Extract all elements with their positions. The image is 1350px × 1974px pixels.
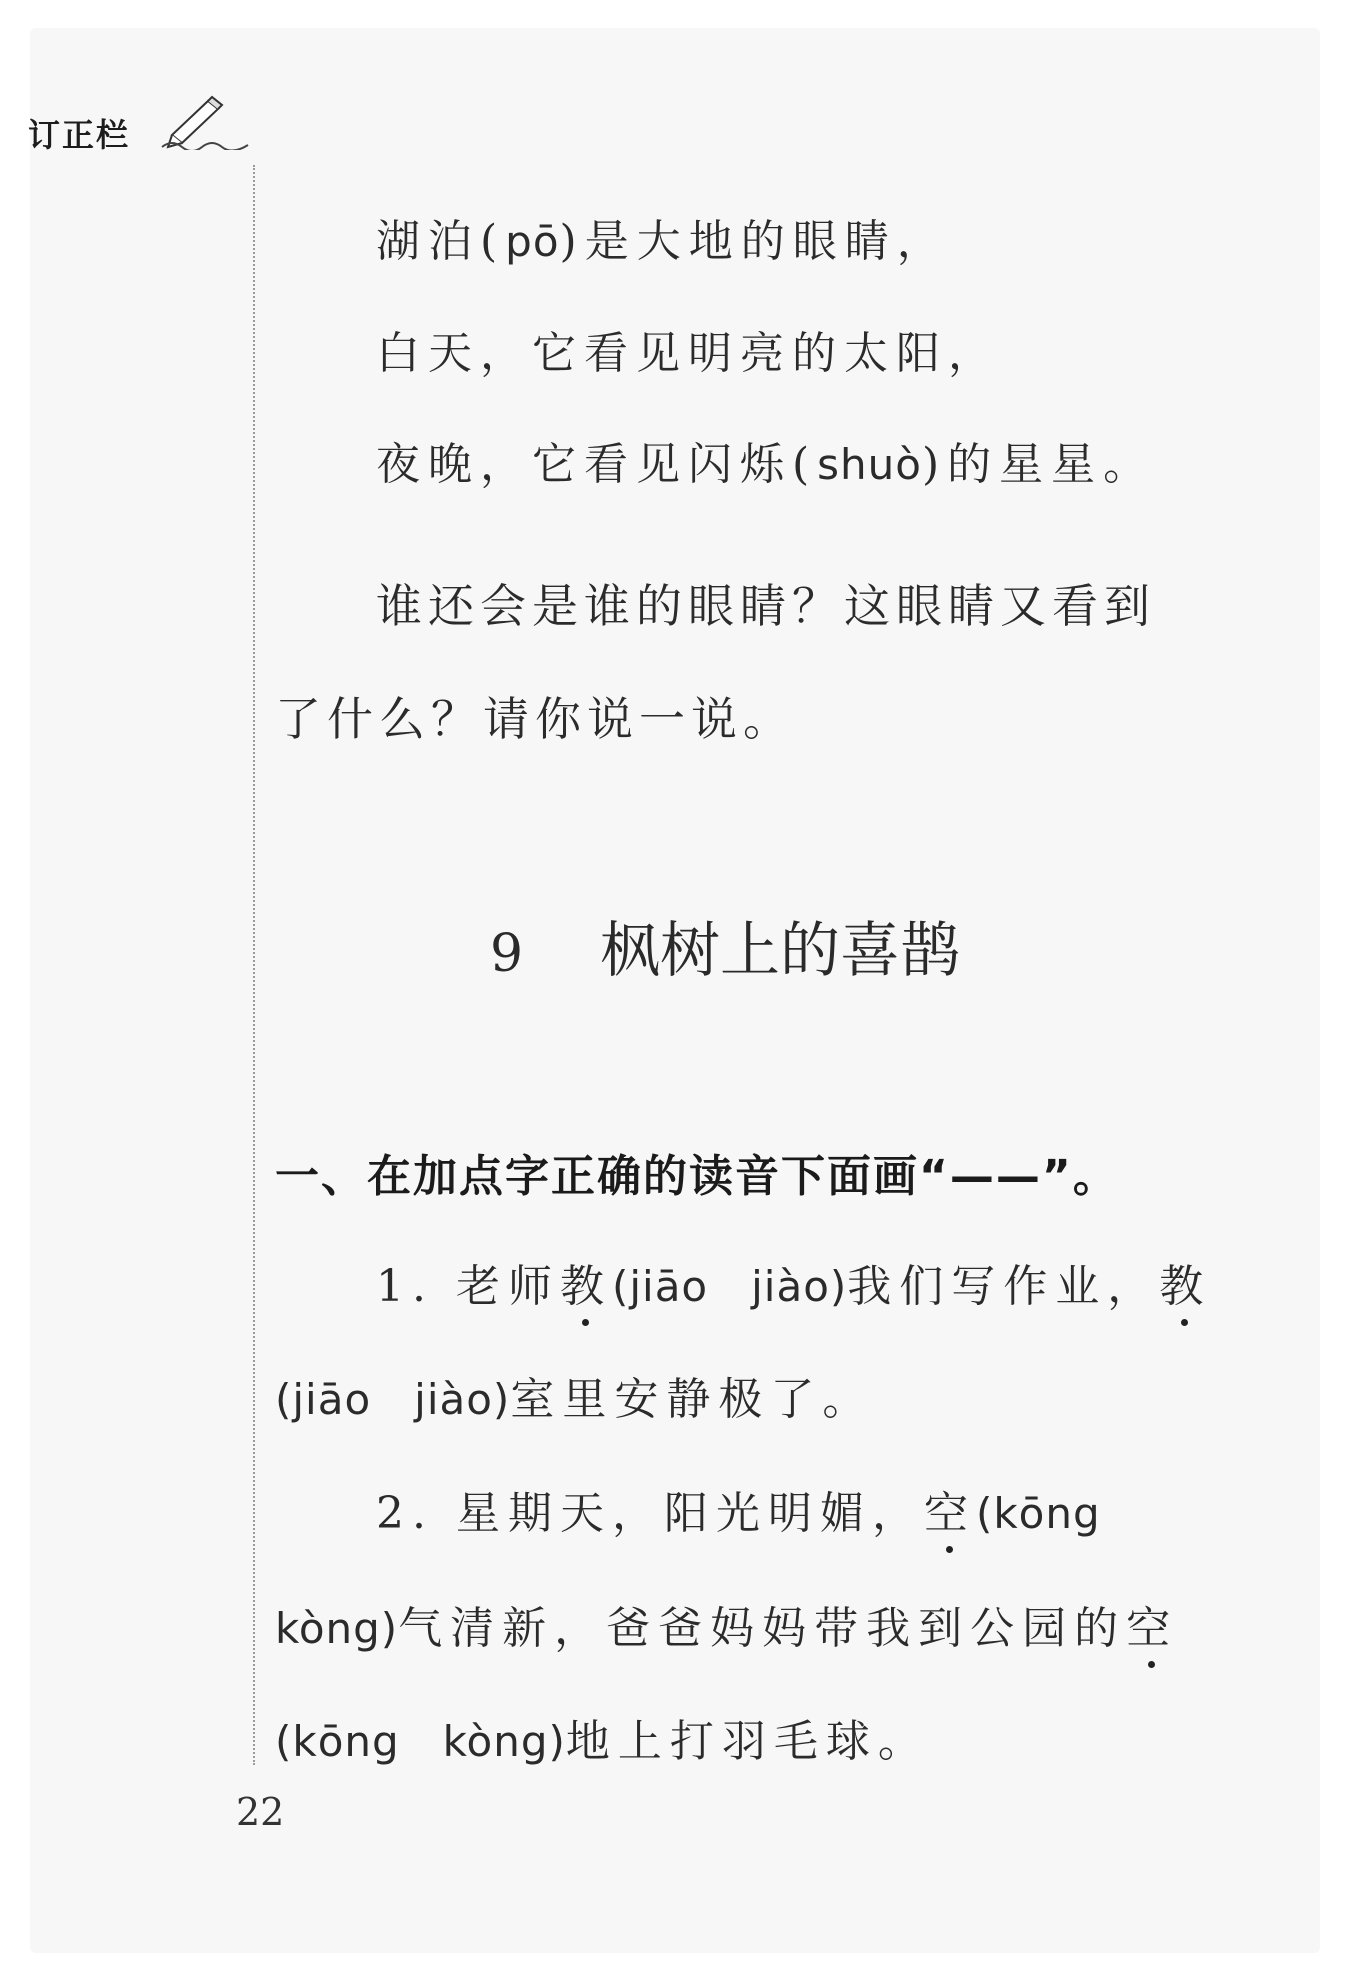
correction-column-label: 订正栏 <box>28 116 131 154</box>
question-2-line-2: kòng)气清新，爸爸妈妈带我到公园的空 <box>275 1592 1178 1656</box>
poem-line-3: 夜晚，它看见闪烁(shuò)的星星。 <box>376 439 1156 490</box>
lesson-title: 9 枫树上的喜鹊 <box>490 916 960 986</box>
pencil-icon <box>160 95 250 150</box>
poem-line-1: 湖泊(pō)是大地的眼睛， <box>376 216 949 267</box>
question-1-line-1: 1. 老师教(jiāo jiào)我们写作业，教 <box>376 1250 1211 1314</box>
poem-line-2: 白天，它看见明亮的太阳， <box>376 328 1000 379</box>
dotted-character: 教 <box>560 1250 612 1314</box>
question-1-line-2: (jiāo jiào)室里安静极了。 <box>275 1374 875 1425</box>
page-number: 22 <box>236 1790 285 1834</box>
question-2-line-1: 2. 星期天，阳光明媚，空(kōng <box>376 1477 1101 1541</box>
exercise-heading: 一、在加点字正确的读音下面画“——”。 <box>275 1151 1119 1202</box>
dotted-character: 空 <box>1126 1592 1178 1656</box>
prompt-line-2: 了什么？请你说一说。 <box>275 692 795 746</box>
question-2-line-3: (kōng kòng)地上打羽毛球。 <box>275 1716 930 1767</box>
margin-divider <box>253 165 255 1765</box>
dotted-character: 教 <box>1159 1250 1211 1314</box>
prompt-line-1: 谁还会是谁的眼睛？这眼睛又看到 <box>376 579 1156 633</box>
dotted-character: 空 <box>924 1477 976 1541</box>
lesson-number: 9 <box>490 924 524 984</box>
